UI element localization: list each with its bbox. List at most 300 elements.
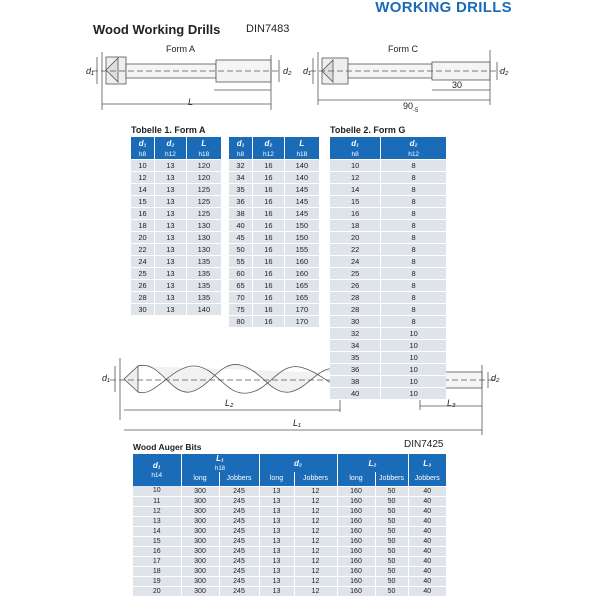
table3-header-d1-cell bbox=[133, 454, 181, 486]
table-cell: 65 bbox=[229, 279, 253, 291]
table-cell: 40 bbox=[408, 516, 446, 526]
table-cell: 14 bbox=[133, 526, 181, 536]
table-cell: 12 bbox=[294, 526, 337, 536]
table-row bbox=[133, 486, 446, 496]
table-cell: 10 bbox=[133, 486, 181, 496]
table-row bbox=[330, 243, 446, 255]
table-cell: 13 bbox=[155, 255, 187, 267]
form-c-d1-label: d₁ bbox=[303, 66, 311, 76]
table-cell: 8 bbox=[381, 207, 446, 219]
table3-sub-jobbers-3: Jobbers bbox=[375, 472, 408, 486]
table-cell: 145 bbox=[284, 183, 319, 195]
table-cell: 12 bbox=[294, 586, 337, 596]
table-cell: 15 bbox=[133, 536, 181, 546]
table-row bbox=[133, 556, 446, 566]
table-cell: 40 bbox=[229, 219, 253, 231]
table-cell: 16 bbox=[330, 207, 381, 219]
form-c-dim-90: $90_{-5}$ bbox=[403, 101, 419, 114]
table1-form-a bbox=[131, 137, 221, 316]
form-c-d2-label: d₂ bbox=[500, 66, 509, 76]
table-row bbox=[330, 171, 446, 183]
din-code-7425: DIN7425 bbox=[404, 439, 444, 450]
table-cell: 50 bbox=[229, 243, 253, 255]
table1-header-d2: d₂ bbox=[155, 137, 187, 150]
table-cell: 13 bbox=[259, 486, 294, 496]
table-row bbox=[229, 243, 319, 255]
table-cell: 13 bbox=[259, 576, 294, 586]
table-row bbox=[133, 586, 446, 596]
table-cell: 300 bbox=[181, 576, 219, 586]
table1-tol-L: h18 bbox=[186, 150, 221, 159]
table-cell: 8 bbox=[381, 231, 446, 243]
table-row bbox=[131, 255, 221, 267]
table1b-header-d1: d₁ bbox=[229, 137, 253, 150]
table-row bbox=[131, 231, 221, 243]
table-cell: 16 bbox=[253, 195, 285, 207]
table-cell: 50 bbox=[375, 586, 408, 596]
table2-header-d2: d₂ bbox=[381, 137, 446, 150]
table-cell: 16 bbox=[131, 207, 155, 219]
table-row bbox=[229, 159, 319, 171]
table-row bbox=[131, 291, 221, 303]
table1-body bbox=[131, 159, 221, 315]
table3-header-L1: L₁ bbox=[216, 454, 224, 463]
table-cell: 12 bbox=[294, 516, 337, 526]
table-cell: 13 bbox=[259, 496, 294, 506]
table-row bbox=[330, 387, 446, 399]
table-row bbox=[133, 576, 446, 586]
table-cell: 30 bbox=[131, 303, 155, 315]
table-cell: 50 bbox=[375, 536, 408, 546]
table3-header-L1-tol: h18 bbox=[214, 466, 225, 472]
table-cell: 120 bbox=[186, 171, 221, 183]
table-cell: 18 bbox=[133, 566, 181, 576]
table-cell: 32 bbox=[229, 159, 253, 171]
table-cell: 40 bbox=[408, 506, 446, 516]
table1b-tol-L: h18 bbox=[284, 150, 319, 159]
table-cell: 13 bbox=[155, 183, 187, 195]
table-cell: 12 bbox=[294, 556, 337, 566]
table3-header-d1: d₁ bbox=[152, 461, 161, 470]
table-cell: 170 bbox=[284, 315, 319, 327]
section-title-wood-working-drills: Wood Working Drills bbox=[93, 22, 221, 37]
table-cell: 24 bbox=[330, 255, 381, 267]
table-cell: 16 bbox=[253, 279, 285, 291]
table-cell: 20 bbox=[131, 231, 155, 243]
table-cell: 14 bbox=[330, 183, 381, 195]
table-cell: 165 bbox=[284, 279, 319, 291]
table-cell: 13 bbox=[155, 303, 187, 315]
table-cell: 60 bbox=[229, 267, 253, 279]
table-cell: 160 bbox=[284, 255, 319, 267]
table-cell: 34 bbox=[330, 339, 381, 351]
section-title-wood-auger-bits: Wood Auger Bits bbox=[133, 442, 202, 452]
table-cell: 11 bbox=[133, 496, 181, 506]
table-row bbox=[229, 315, 319, 327]
table-cell: 245 bbox=[219, 496, 259, 506]
table-row bbox=[133, 566, 446, 576]
table-cell: 16 bbox=[253, 219, 285, 231]
table1b-body bbox=[229, 159, 319, 327]
table-cell: 40 bbox=[408, 536, 446, 546]
table-row bbox=[133, 506, 446, 516]
table-cell: 160 bbox=[337, 486, 375, 496]
table-cell: 50 bbox=[375, 526, 408, 536]
table-cell: 245 bbox=[219, 486, 259, 496]
table-cell: 8 bbox=[381, 159, 446, 171]
table-cell: 16 bbox=[253, 315, 285, 327]
table-cell: 300 bbox=[181, 506, 219, 516]
table-cell: 130 bbox=[186, 231, 221, 243]
table-row bbox=[330, 375, 446, 387]
table-cell: 55 bbox=[229, 255, 253, 267]
table-cell: 16 bbox=[253, 291, 285, 303]
table-cell: 34 bbox=[229, 171, 253, 183]
table-cell: 130 bbox=[186, 243, 221, 255]
auger-L3-label: L₃ bbox=[447, 398, 456, 408]
table-row bbox=[229, 195, 319, 207]
table-row bbox=[330, 219, 446, 231]
form-a-title: Form A bbox=[166, 44, 196, 54]
table-cell: 160 bbox=[337, 526, 375, 536]
table-row bbox=[131, 303, 221, 315]
table-cell: 50 bbox=[375, 566, 408, 576]
table-cell: 245 bbox=[219, 546, 259, 556]
table-cell: 50 bbox=[375, 556, 408, 566]
table-cell: 22 bbox=[131, 243, 155, 255]
table-cell: 13 bbox=[155, 195, 187, 207]
table-cell: 13 bbox=[155, 207, 187, 219]
table3-auger-bits bbox=[133, 454, 446, 597]
table-row bbox=[330, 183, 446, 195]
table-row bbox=[131, 279, 221, 291]
table-row bbox=[330, 363, 446, 375]
table-cell: 16 bbox=[253, 207, 285, 219]
auger-L1-label: L₁ bbox=[293, 418, 301, 428]
table-cell: 70 bbox=[229, 291, 253, 303]
table-cell: 12 bbox=[294, 496, 337, 506]
table-row bbox=[229, 207, 319, 219]
table-cell: 28 bbox=[131, 291, 155, 303]
table-row bbox=[330, 303, 446, 315]
table-cell: 145 bbox=[284, 207, 319, 219]
table-cell: 8 bbox=[381, 255, 446, 267]
table-cell: 245 bbox=[219, 506, 259, 516]
table-cell: 160 bbox=[337, 506, 375, 516]
table2-form-g bbox=[330, 137, 446, 400]
table2-title: Tobelle 2. Form G bbox=[330, 125, 406, 135]
table-cell: 245 bbox=[219, 526, 259, 536]
table-cell: 25 bbox=[330, 267, 381, 279]
table-cell: 13 bbox=[259, 516, 294, 526]
table-cell: 40 bbox=[408, 566, 446, 576]
auger-d1-label: d₁ bbox=[102, 373, 110, 383]
table-row bbox=[330, 195, 446, 207]
table-cell: 15 bbox=[131, 195, 155, 207]
table-cell: 13 bbox=[155, 267, 187, 279]
table2-body bbox=[330, 159, 446, 399]
table-row bbox=[133, 546, 446, 556]
table-cell: 17 bbox=[133, 556, 181, 566]
table-cell: 13 bbox=[155, 279, 187, 291]
table-cell: 160 bbox=[337, 556, 375, 566]
table3-sub-jobbers-1: Jobbers bbox=[219, 472, 259, 486]
table-cell: 35 bbox=[330, 351, 381, 363]
table-cell: 160 bbox=[337, 496, 375, 506]
table-row bbox=[330, 315, 446, 327]
table-row bbox=[229, 171, 319, 183]
table-cell: 10 bbox=[381, 351, 446, 363]
table-row bbox=[229, 231, 319, 243]
table-cell: 8 bbox=[381, 291, 446, 303]
table-cell: 160 bbox=[284, 267, 319, 279]
form-a-d1-label: d₁ bbox=[86, 66, 94, 76]
table-cell: 135 bbox=[186, 267, 221, 279]
table-cell: 12 bbox=[131, 171, 155, 183]
table-cell: 8 bbox=[381, 195, 446, 207]
table-cell: 12 bbox=[330, 171, 381, 183]
table-cell: 12 bbox=[294, 566, 337, 576]
table-row bbox=[330, 351, 446, 363]
table-cell: 300 bbox=[181, 546, 219, 556]
table-cell: 15 bbox=[330, 195, 381, 207]
table-cell: 18 bbox=[330, 219, 381, 231]
table3-header-L1-cell bbox=[181, 454, 259, 472]
table-cell: 40 bbox=[408, 526, 446, 536]
table-cell: 160 bbox=[337, 536, 375, 546]
table-cell: 8 bbox=[381, 219, 446, 231]
table2-header-d1: d₁ bbox=[330, 137, 381, 150]
table-cell: 28 bbox=[330, 291, 381, 303]
table-cell: 50 bbox=[375, 506, 408, 516]
table-cell: 160 bbox=[337, 546, 375, 556]
table3-header-d2: d₂ bbox=[259, 454, 337, 472]
table-cell: 50 bbox=[375, 496, 408, 506]
table-row bbox=[133, 516, 446, 526]
table-cell: 40 bbox=[408, 576, 446, 586]
table-cell: 145 bbox=[284, 195, 319, 207]
table-cell: 125 bbox=[186, 183, 221, 195]
table-cell: 8 bbox=[381, 279, 446, 291]
table-cell: 245 bbox=[219, 516, 259, 526]
table-cell: 12 bbox=[294, 576, 337, 586]
table1b-header-L: L bbox=[284, 137, 319, 150]
table-cell: 13 bbox=[155, 171, 187, 183]
table-cell: 13 bbox=[259, 526, 294, 536]
table-cell: 50 bbox=[375, 516, 408, 526]
table3-header-L2: L₂ bbox=[337, 454, 408, 472]
table-cell: 8 bbox=[381, 243, 446, 255]
table-cell: 160 bbox=[337, 566, 375, 576]
table-cell: 300 bbox=[181, 496, 219, 506]
table1b-tol-d1: h8 bbox=[229, 150, 253, 159]
table1-title: Tobelle 1. Form A bbox=[131, 125, 206, 135]
table-cell: 10 bbox=[330, 159, 381, 171]
table-cell: 13 bbox=[259, 536, 294, 546]
table-row bbox=[330, 159, 446, 171]
table-cell: 19 bbox=[133, 576, 181, 586]
table-cell: 8 bbox=[381, 303, 446, 315]
table-row bbox=[229, 303, 319, 315]
table-row bbox=[131, 183, 221, 195]
table-cell: 135 bbox=[186, 279, 221, 291]
table-row bbox=[229, 279, 319, 291]
table-cell: 12 bbox=[294, 536, 337, 546]
table-cell: 245 bbox=[219, 556, 259, 566]
table1b-tol-d2: h12 bbox=[253, 150, 285, 159]
table-row bbox=[131, 195, 221, 207]
table-cell: 16 bbox=[253, 231, 285, 243]
table-cell: 300 bbox=[181, 486, 219, 496]
table-cell: 50 bbox=[375, 486, 408, 496]
table-cell: 16 bbox=[253, 183, 285, 195]
table-cell: 140 bbox=[186, 303, 221, 315]
table-row bbox=[330, 291, 446, 303]
table-cell: 16 bbox=[253, 171, 285, 183]
table-row bbox=[330, 255, 446, 267]
table-row bbox=[330, 327, 446, 339]
table-cell: 16 bbox=[253, 303, 285, 315]
table-cell: 12 bbox=[294, 506, 337, 516]
table-cell: 10 bbox=[381, 375, 446, 387]
table-cell: 130 bbox=[186, 219, 221, 231]
table-cell: 40 bbox=[408, 486, 446, 496]
table-row bbox=[229, 255, 319, 267]
table-cell: 160 bbox=[337, 516, 375, 526]
table-cell: 125 bbox=[186, 207, 221, 219]
table-cell: 18 bbox=[131, 219, 155, 231]
table-cell: 10 bbox=[131, 159, 155, 171]
table-cell: 45 bbox=[229, 231, 253, 243]
table-cell: 300 bbox=[181, 526, 219, 536]
table-row bbox=[229, 219, 319, 231]
table-row bbox=[133, 526, 446, 536]
table-row bbox=[131, 219, 221, 231]
table-cell: 8 bbox=[381, 171, 446, 183]
table1b-header-d2: d₂ bbox=[253, 137, 285, 150]
table-cell: 13 bbox=[259, 506, 294, 516]
table-cell: 20 bbox=[133, 586, 181, 596]
table3-header-d1-tol: h14 bbox=[151, 472, 163, 479]
table-cell: 300 bbox=[181, 516, 219, 526]
table3-header-L3: L₃ bbox=[408, 454, 446, 472]
form-a-drawing bbox=[92, 52, 280, 110]
table-cell: 40 bbox=[330, 387, 381, 399]
table-cell: 300 bbox=[181, 586, 219, 596]
table-cell: 50 bbox=[375, 576, 408, 586]
table3-sub-jobbers-2: Jobbers bbox=[294, 472, 337, 486]
table-row bbox=[330, 279, 446, 291]
table-cell: 80 bbox=[229, 315, 253, 327]
table-cell: 40 bbox=[408, 546, 446, 556]
table-cell: 140 bbox=[284, 171, 319, 183]
table-cell: 125 bbox=[186, 195, 221, 207]
auger-d2-label: d₂ bbox=[491, 373, 500, 383]
table-row bbox=[330, 231, 446, 243]
table-cell: 13 bbox=[133, 516, 181, 526]
table-cell: 16 bbox=[253, 267, 285, 279]
table-row bbox=[131, 171, 221, 183]
table-cell: 10 bbox=[381, 387, 446, 399]
table-cell: 13 bbox=[155, 243, 187, 255]
table-cell: 30 bbox=[330, 315, 381, 327]
table-row bbox=[133, 496, 446, 506]
table2-tol-d2: h12 bbox=[381, 150, 446, 159]
table-cell: 32 bbox=[330, 327, 381, 339]
table1-tol-d1: h8 bbox=[131, 150, 155, 159]
table-row bbox=[131, 243, 221, 255]
table-cell: 16 bbox=[253, 255, 285, 267]
table-cell: 13 bbox=[259, 586, 294, 596]
table-cell: 20 bbox=[330, 231, 381, 243]
table-cell: 13 bbox=[259, 546, 294, 556]
table-cell: 8 bbox=[381, 183, 446, 195]
table3-sub-long-1: long bbox=[181, 472, 219, 486]
table1-header-d1: d₁ bbox=[131, 137, 155, 150]
table-cell: 38 bbox=[229, 207, 253, 219]
table1b-form-a bbox=[229, 137, 319, 328]
table-cell: 13 bbox=[155, 219, 187, 231]
table-cell: 245 bbox=[219, 536, 259, 546]
table-cell: 300 bbox=[181, 556, 219, 566]
table-row bbox=[131, 267, 221, 279]
table-cell: 22 bbox=[330, 243, 381, 255]
table-cell: 10 bbox=[381, 339, 446, 351]
table-cell: 10 bbox=[381, 363, 446, 375]
table-cell: 135 bbox=[186, 255, 221, 267]
table-row bbox=[131, 159, 221, 171]
form-a-length-label: L bbox=[188, 97, 194, 107]
table-row bbox=[229, 267, 319, 279]
form-c-dim-30: 30 bbox=[452, 80, 463, 90]
table-cell: 12 bbox=[133, 506, 181, 516]
table-cell: 245 bbox=[219, 586, 259, 596]
table-cell: 13 bbox=[259, 556, 294, 566]
table-cell: 13 bbox=[259, 566, 294, 576]
table3-sub-jobbers-4: Jobbers bbox=[408, 472, 446, 486]
table-cell: 35 bbox=[229, 183, 253, 195]
table-cell: 36 bbox=[229, 195, 253, 207]
table-cell: 8 bbox=[381, 267, 446, 279]
table1-header-L: L bbox=[186, 137, 221, 150]
table-cell: 135 bbox=[186, 291, 221, 303]
brand-title: WORKING DRILLS bbox=[375, 0, 512, 16]
table-cell: 16 bbox=[253, 159, 285, 171]
table-cell: 120 bbox=[186, 159, 221, 171]
table-row bbox=[229, 183, 319, 195]
table-cell: 8 bbox=[381, 315, 446, 327]
table-cell: 300 bbox=[181, 536, 219, 546]
table3-body bbox=[133, 486, 446, 596]
table-cell: 245 bbox=[219, 566, 259, 576]
table-cell: 155 bbox=[284, 243, 319, 255]
table-cell: 16 bbox=[133, 546, 181, 556]
table-cell: 28 bbox=[330, 303, 381, 315]
din-code-7483: DIN7483 bbox=[246, 23, 290, 35]
table-cell: 150 bbox=[284, 231, 319, 243]
table-cell: 40 bbox=[408, 586, 446, 596]
table-cell: 36 bbox=[330, 363, 381, 375]
auger-L2-label: L₂ bbox=[225, 398, 234, 408]
table-cell: 50 bbox=[375, 546, 408, 556]
table-row bbox=[330, 267, 446, 279]
table-cell: 24 bbox=[131, 255, 155, 267]
table3-sub-long-3: long bbox=[337, 472, 375, 486]
table-cell: 14 bbox=[131, 183, 155, 195]
table3-sub-long-2: long bbox=[259, 472, 294, 486]
form-a-d2-label: d₂ bbox=[283, 66, 292, 76]
table-cell: 12 bbox=[294, 546, 337, 556]
